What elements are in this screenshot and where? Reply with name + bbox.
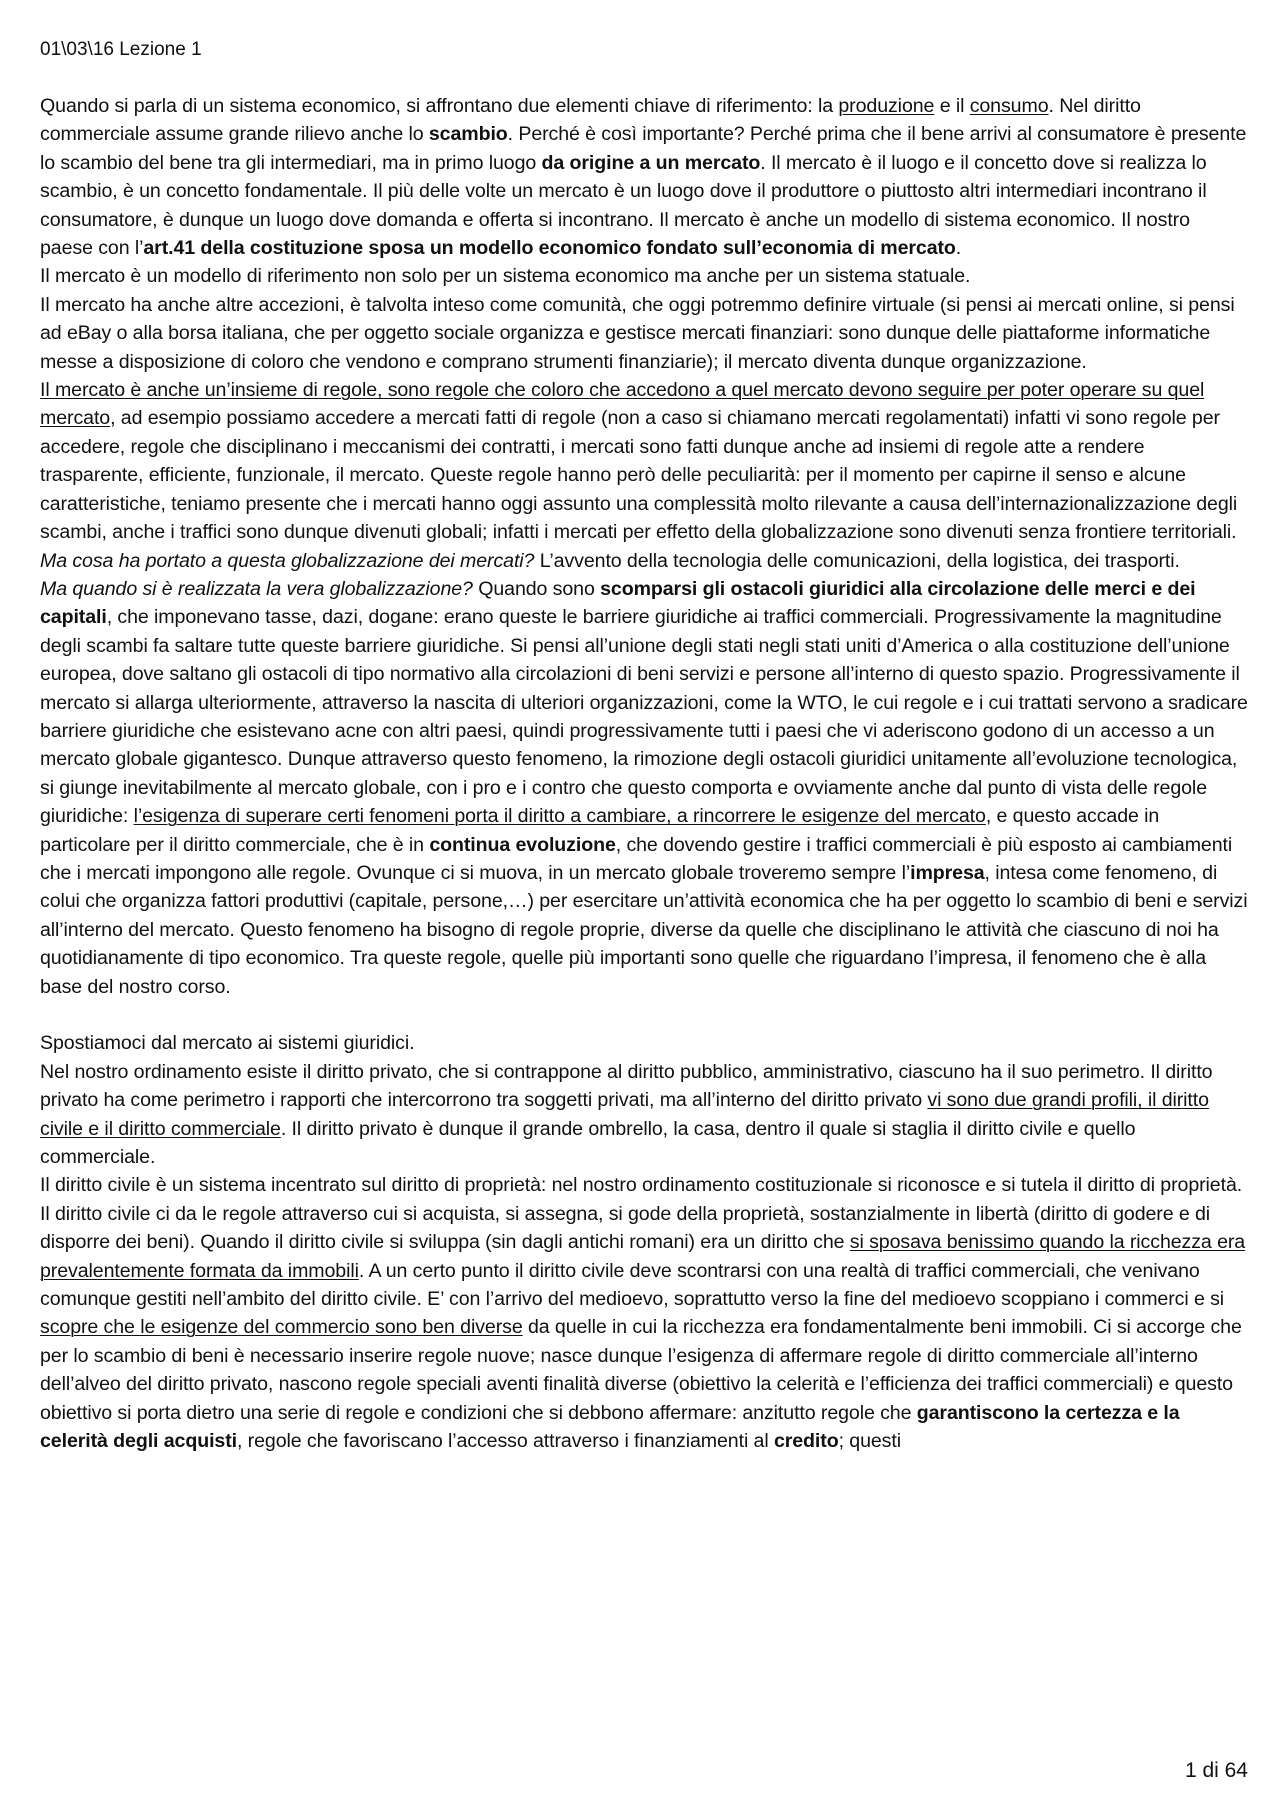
document-body	[40, 92, 1248, 1455]
bold-text: garantiscono la certezza e la celerità degli acquisti	[40, 1401, 1180, 1453]
text-run: Quando si parla di un sistema economico, si affrontano due elementi chiave di riferimento: la	[40, 95, 839, 117]
text-run: Spostiamoci dal mercato ai sistemi giuridici.	[40, 1032, 415, 1055]
bold-text: credito	[773, 1430, 839, 1453]
text-run: Il diritto civile è un sistema incentrato sul diritto di proprietà: nel nostro ordinamento costituzionale si riconosce e si tutela il diritto di proprietà. Il diritto civile ci da le regole attraverso cui si acquista, si assegna, si gode della proprietà, sostanzialmente in libertà (diritto di godere e di disporre dei beni). Quando il diritto civile si sviluppa (sin dagli antichi romani) era un diritto che	[40, 1174, 1243, 1254]
paragraph	[40, 291, 1248, 376]
text-run: da quelle in cui la ricchezza era fondamentalmente beni immobili. Ci si accorge che per lo scambio di beni è necessario inserire regole nuove; nasce dunque l’esigenza di affermare regole di diritto commerciale all’interno dell’alveo del diritto privato, nascono regole speciali aventi finalità diverse (obiettivo la celerità e l’efficienza dei traffici commerciali) e questo obiettivo si porta dietro una serie di regole e condizioni che si debbono affermare: anzitutto regole che	[40, 1316, 1242, 1424]
text-run: e il	[934, 95, 970, 117]
underlined-text: consumo	[969, 95, 1049, 117]
bold-text: impresa	[910, 861, 985, 884]
page-number: 1 di 64	[1184, 1759, 1248, 1782]
text-run: , regole che favoriscano l’accesso attraverso i finanziamenti al	[236, 1430, 774, 1453]
paragraph	[40, 547, 1248, 575]
text-run: L’avvento della tecnologia delle comunicazioni, della logistica, dei trasporti.	[534, 549, 1180, 572]
italic-text: Ma quando si è realizzata la vera globalizzazione?	[40, 577, 473, 600]
text-run: , che imponevano tasse, dazi, dogane: erano queste le barriere giuridiche ai traffici commerciali. Progressivamente la magnitudine degli scambi fa saltare tutte queste barriere giuridiche. Si pensi all’unione degli stati negli stati uniti d’America o alla costituzione dell’unione europea, dove saltano gli ostacoli di tipo normativo alla circolazioni di beni servizi e persone all’interno di questo spazio. Progressivamente il mercato si allarga ulteriormente, attraverso la nascita di ulteriori organizzazioni, come la WTO, le cui regole e i cui trattati servono a sradicare barriere giuridiche che esistevano acne con altri paesi, quindi progressivamente tutti i paesi che vi aderiscono godono di un accesso a un mercato globale gigantesco. Dunque attraverso questo fenomeno, la rimozione degli ostacoli giuridici unitamente all’evoluzione tecnologica, si giunge inevitabilmente al mercato globale, con i pro e i contro che questo comporta e ovviamente anche dal punto di vista delle regole giuridiche:	[40, 606, 1248, 828]
text-run: . Perché è così importante? Perché prima che il bene arrivi al consumatore è presente lo scambio del bene tra gli intermediari, ma in primo luogo	[40, 123, 1247, 174]
text-run: Il mercato è un modello di riferimento non solo per un sistema economico ma anche per un sistema statuale.	[40, 265, 971, 288]
text-run: , intesa come fenomeno, di colui che organizza fattori produttivi (capitale, persone,…) per esercitare un’attività economica che ha per oggetto lo scambio di beni e servizi all’interno del mercato. Questo fenomeno ha bisogno di regole proprie, diverse da quelle che disciplinano le attività che ciascuno di noi ha quotidianamente di tipo economico. Tra queste regole, quelle più importanti sono quelle che riguardano l’impresa, il fenomeno che è alla base del nostro corso.	[40, 861, 1248, 998]
bold-text: continua evoluzione	[429, 833, 616, 856]
text-run: . Il diritto privato è dunque il grande ombrello, la casa, dentro il quale si staglia il diritto civile e quello commerciale.	[40, 1117, 1136, 1169]
underlined-text: produzione	[838, 95, 935, 117]
text-run: .	[955, 237, 962, 260]
bold-text: da origine a un mercato	[541, 151, 761, 174]
paragraph	[40, 92, 1248, 262]
text-run: . Il mercato è il luogo e il concetto dove si realizza lo scambio, è un concetto fondamentale. Il più delle volte un mercato è un luogo dove il produttore o piuttosto altri intermediari incontrano il consumatore, è dunque un luogo dove domanda e offerta si incontrano. Il mercato è anche un modello di sistema economico. Il nostro paese con l’	[40, 151, 1207, 260]
text-run: , ad esempio possiamo accedere a mercati fatti di regole (non a caso si chiamano mercati regolamentati) infatti vi sono regole per accedere, regole che disciplinano i meccanismi dei contratti, i mercati sono fatti dunque anche ad insiemi di regole atte a rendere trasparente, efficiente, funzionale, il mercato. Queste regole hanno però delle peculiarità: per il momento per capirne il senso e alcune caratteristiche, teniamo presente che i mercati hanno oggi assunto una complessità molto rilevante a causa dell’internazionalizzazione degli scambi, anche i traffici sono dunque divenuti globali; infatti i mercati per effetto della globalizzazione sono divenuti senza frontiere territoriali.	[40, 407, 1238, 544]
underlined-text: l’esigenza di superare certi fenomeni porta il diritto a cambiare, a rincorrere le esigenze del mercato	[133, 805, 986, 828]
italic-text: Ma cosa ha portato a questa globalizzazione dei mercati?	[40, 549, 535, 572]
underlined-text: scopre che le esigenze del commercio sono ben diverse	[40, 1316, 523, 1339]
underlined-text: Il mercato è anche un’insieme di regole, sono regole che coloro che accedono a quel mercato devono seguire per poter operare su quel mercato	[40, 379, 1205, 430]
text-run: Quando sono	[472, 577, 601, 600]
bold-text: scomparsi gli ostacoli giuridici alla circolazione delle merci e dei capitali	[40, 577, 1196, 629]
paragraph	[40, 1058, 1248, 1172]
bold-text: art.41 della costituzione sposa un modello economico fondato sull’economia di mercato	[143, 237, 956, 260]
paragraph	[40, 575, 1248, 1001]
lesson-header: 01\03\16 Lezione 1	[40, 39, 202, 60]
text-run: . Nel diritto commerciale assume grande rilievo anche lo	[40, 95, 1141, 146]
text-run: Il mercato ha anche altre accezioni, è talvolta inteso come comunità, che oggi potremmo definire virtuale (si pensi ai mercati online, si pensi ad eBay o alla borsa italiana, che per oggetto sociale organizza e gestisce mercati finanziari: sono dunque delle piattaforme informatiche messe a disposizione di coloro che vendono e comprano strumenti finanziarie); il mercato diventa dunque organizzazione.	[40, 293, 1235, 373]
paragraph	[40, 376, 1248, 546]
text-run: Nel nostro ordinamento esiste il diritto privato, che si contrappone al diritto pubblico, amministrativo, ciascuno ha il suo perimetro. Il diritto privato ha come perimetro i rapporti che intercorrono tra soggetti privati, ma all’interno del diritto privato	[40, 1060, 1213, 1112]
paragraph	[40, 1029, 1248, 1057]
text-run: ; questi	[838, 1430, 901, 1453]
bold-text: scambio	[428, 123, 508, 146]
paragraph	[40, 1171, 1248, 1455]
underlined-text: si sposava benissimo quando la ricchezza era prevalentemente formata da immobili	[40, 1231, 1246, 1282]
text-run: . A un certo punto il diritto civile deve scontrarsi con una realtà di traffici commerciali, che venivano comunque gestiti nell’ambito del diritto civile. E’ con l’arrivo del medioevo, soprattutto verso la fine del medioevo scoppiano i commerci e si	[40, 1259, 1225, 1311]
text-run: , che dovendo gestire i traffici commerciali è più esposto ai cambiamenti che i mercati impongono alle regole. Ovunque ci si muova, in un mercato globale troveremo sempre l’	[40, 833, 1233, 884]
underlined-text: vi sono due grandi profili, il diritto civile e il diritto commerciale	[40, 1089, 1209, 1140]
paragraph	[40, 262, 1248, 290]
text-run: , e questo accade in particolare per il diritto commerciale, che è in	[40, 805, 1160, 856]
